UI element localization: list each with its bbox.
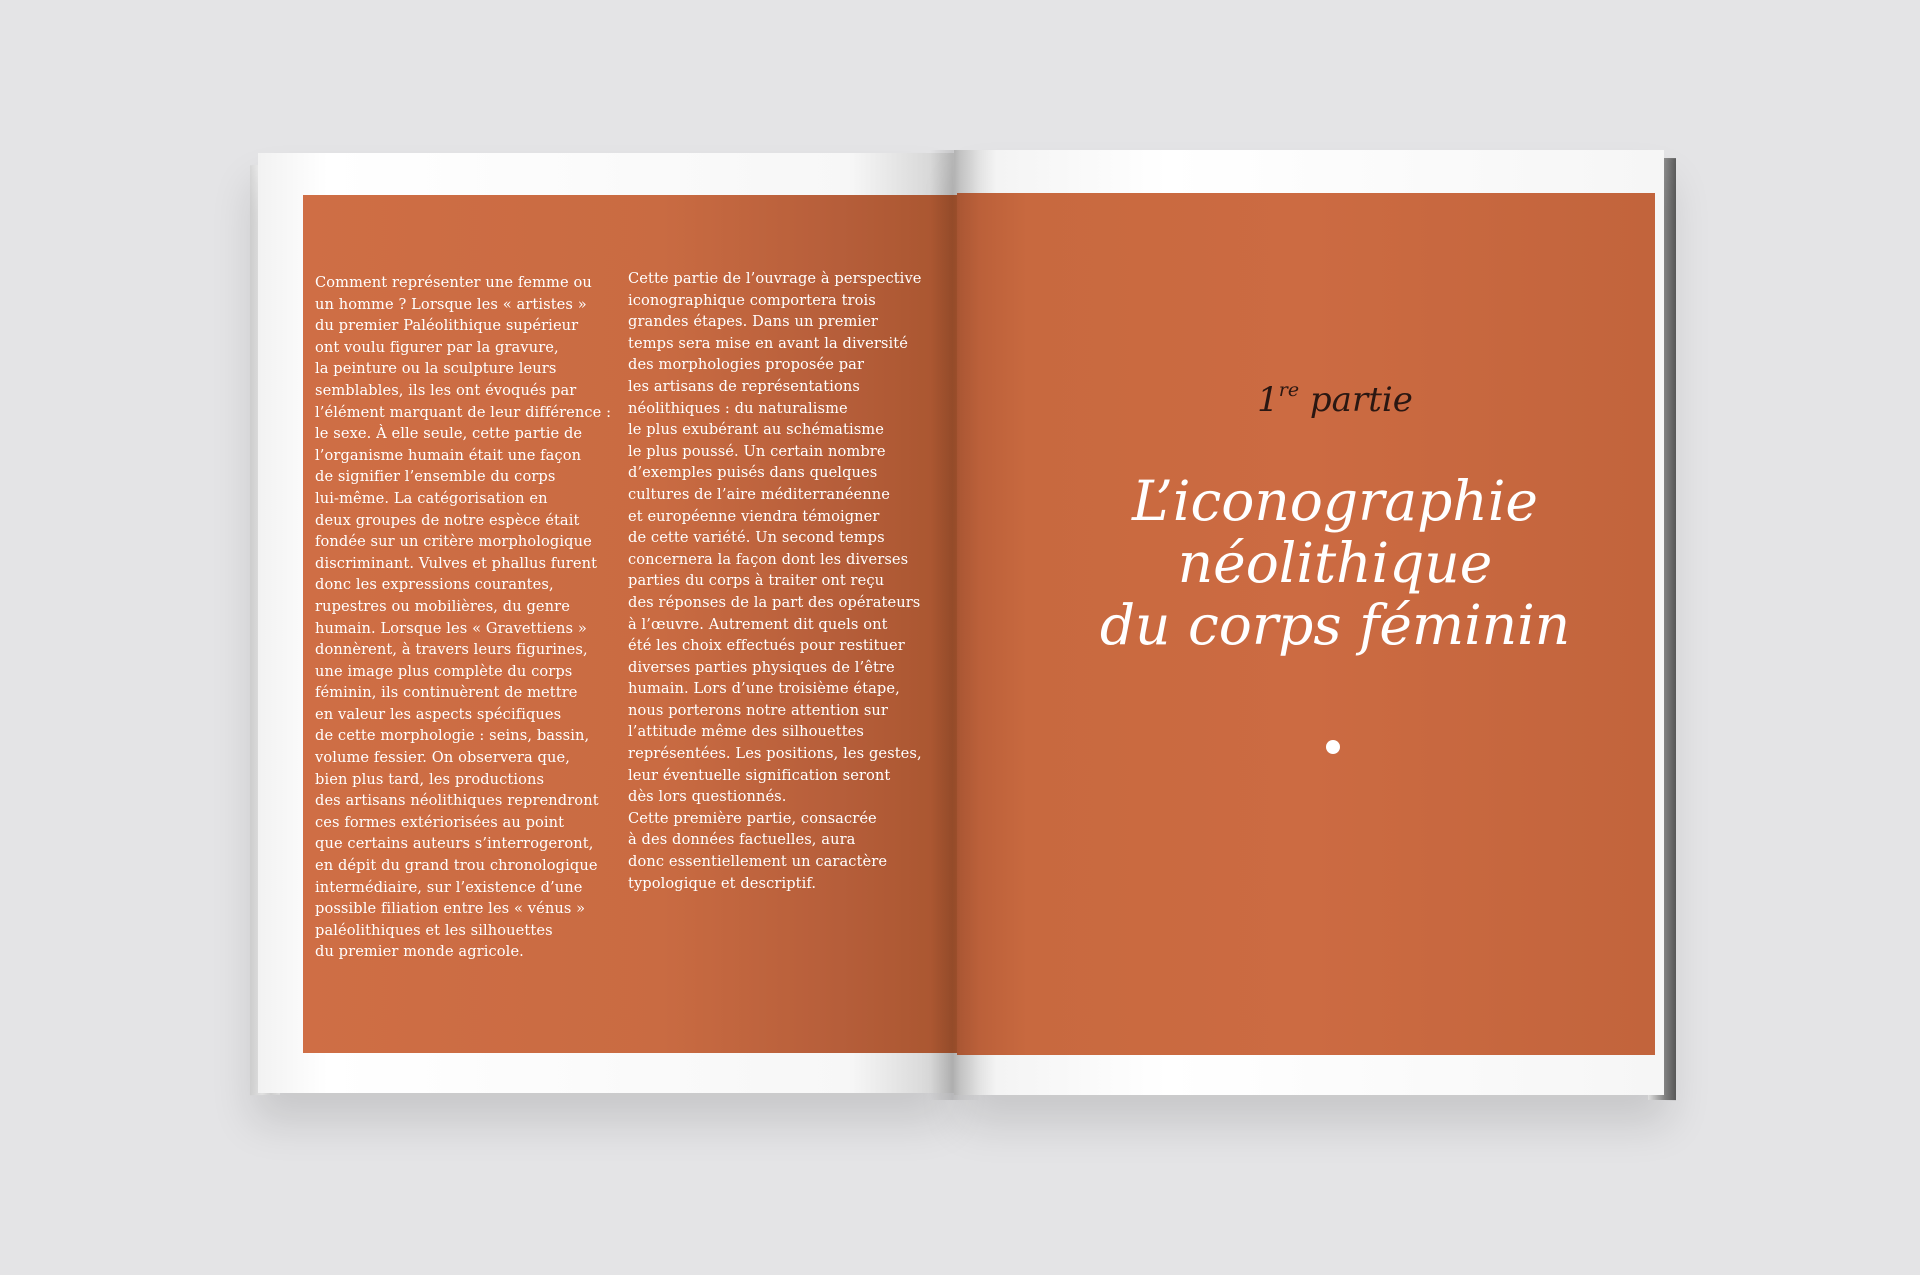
text-line: une image plus complète du corps: [315, 662, 573, 680]
text-line: ces formes extériorisées au point: [315, 813, 565, 831]
text-line: humain. Lorsque les « Gravettiens »: [315, 619, 587, 637]
text-line: nous porterons notre attention sur: [628, 701, 888, 719]
text-line: Cette partie de l’ouvrage à perspective: [628, 270, 922, 287]
part-label: [1210, 378, 1460, 422]
text-line: à des données factuelles, aura: [628, 831, 856, 849]
text-line: le plus exubérant au schématisme: [628, 421, 884, 439]
text-line: lui-même. La catégorisation en: [315, 489, 548, 507]
text-line: et européenne viendra témoigner: [628, 507, 880, 525]
text-line: leur éventuelle signification seront: [628, 766, 891, 784]
text-line: deux groupes de notre espèce était: [315, 511, 580, 529]
text-line: que certains auteurs s’interrogeront,: [315, 835, 594, 853]
text-line: de cette morphologie : seins, bassin,: [315, 727, 590, 745]
text-line: semblables, ils les ont évoqués par: [315, 381, 577, 399]
title-line: L’iconographie: [1132, 469, 1538, 533]
part-number-suffix: re: [1278, 379, 1300, 401]
text-line: l’élément marquant de leur différence :: [315, 403, 612, 421]
text-line: Cette première partie, consacrée: [628, 809, 877, 827]
text-line: représentées. Les positions, les gestes,: [628, 745, 922, 763]
text-line: grandes étapes. Dans un premier: [628, 313, 879, 331]
text-line: concernera la façon dont les diverses: [628, 550, 909, 568]
text-line: de cette variété. Un second temps: [628, 529, 885, 547]
text-line: parties du corps à traiter ont reçu: [628, 572, 885, 590]
text-line: volume fessier. On observera que,: [315, 749, 570, 767]
title-line: néolithique: [1177, 531, 1493, 595]
text-line: des artisans néolithiques reprendront: [315, 792, 599, 810]
text-line: de signifier l’ensemble du corps: [315, 468, 556, 486]
text-line: des morphologies proposée par: [628, 356, 865, 374]
text-line: à l’œuvre. Autrement dit quels ont: [628, 615, 888, 633]
text-line: en valeur les aspects spécifiques: [315, 705, 562, 723]
text-line: donc essentiellement un caractère: [628, 853, 888, 871]
text-line: donc les expressions courantes,: [315, 576, 554, 594]
text-line: intermédiaire, sur l’existence d’une: [315, 878, 583, 896]
text-line: humain. Lors d’une troisième étape,: [628, 680, 900, 698]
text-line: féminin, ils continuèrent de mettre: [315, 684, 578, 702]
text-column-1: [315, 272, 615, 963]
text-line: Comment représenter une femme ou: [315, 274, 592, 291]
text-line: paléolithiques et les silhouettes: [315, 921, 553, 939]
part-number: 1: [1257, 380, 1279, 420]
text-line: néolithiques : du naturalisme: [628, 399, 848, 417]
text-line: un homme ? Lorsque les « artistes »: [315, 295, 587, 313]
text-line: cultures de l’aire méditerranéenne: [628, 485, 890, 503]
text-column-2: [628, 268, 938, 894]
text-line: la peinture ou la sculpture leurs: [315, 360, 557, 378]
text-line: du premier Paléolithique supérieur: [315, 317, 579, 335]
text-line: bien plus tard, les productions: [315, 770, 545, 788]
text-line: d’exemples puisés dans quelques: [628, 464, 878, 482]
text-line: le sexe. À elle seule, cette partie de: [315, 425, 583, 443]
text-line: fondée sur un critère morphologique: [315, 533, 592, 551]
text-line: été les choix effectués pour restituer: [628, 637, 905, 655]
part-word: partie: [1309, 380, 1413, 420]
text-line: iconographique comportera trois: [628, 291, 876, 309]
text-line: discriminant. Vulves et phallus furent: [315, 554, 598, 572]
text-line: dès lors questionnés.: [628, 788, 787, 806]
text-line: l’attitude même des silhouettes: [628, 723, 864, 741]
text-line: des réponses de la part des opérateurs: [628, 593, 921, 611]
part-title: [1040, 470, 1630, 656]
text-line: diverses parties physiques de l’être: [628, 658, 895, 676]
text-line: en dépit du grand trou chronologique: [315, 857, 598, 875]
bullet-ornament: [1326, 740, 1340, 754]
text-line: typologique et descriptif.: [628, 874, 817, 892]
text-line: les artisans de représentations: [628, 377, 860, 395]
text-line: temps sera mise en avant la diversité: [628, 334, 908, 352]
text-line: ont voulu figurer par la gravure,: [315, 338, 559, 356]
title-line: du corps féminin: [1099, 593, 1571, 657]
text-line: possible filiation entre les « vénus »: [315, 900, 586, 918]
text-line: du premier monde agricole.: [315, 943, 524, 961]
text-line: le plus poussé. Un certain nombre: [628, 442, 886, 460]
text-line: l’organisme humain était une façon: [315, 446, 582, 464]
text-line: donnèrent, à travers leurs figurines,: [315, 641, 588, 659]
text-line: rupestres ou mobilières, du genre: [315, 597, 570, 615]
